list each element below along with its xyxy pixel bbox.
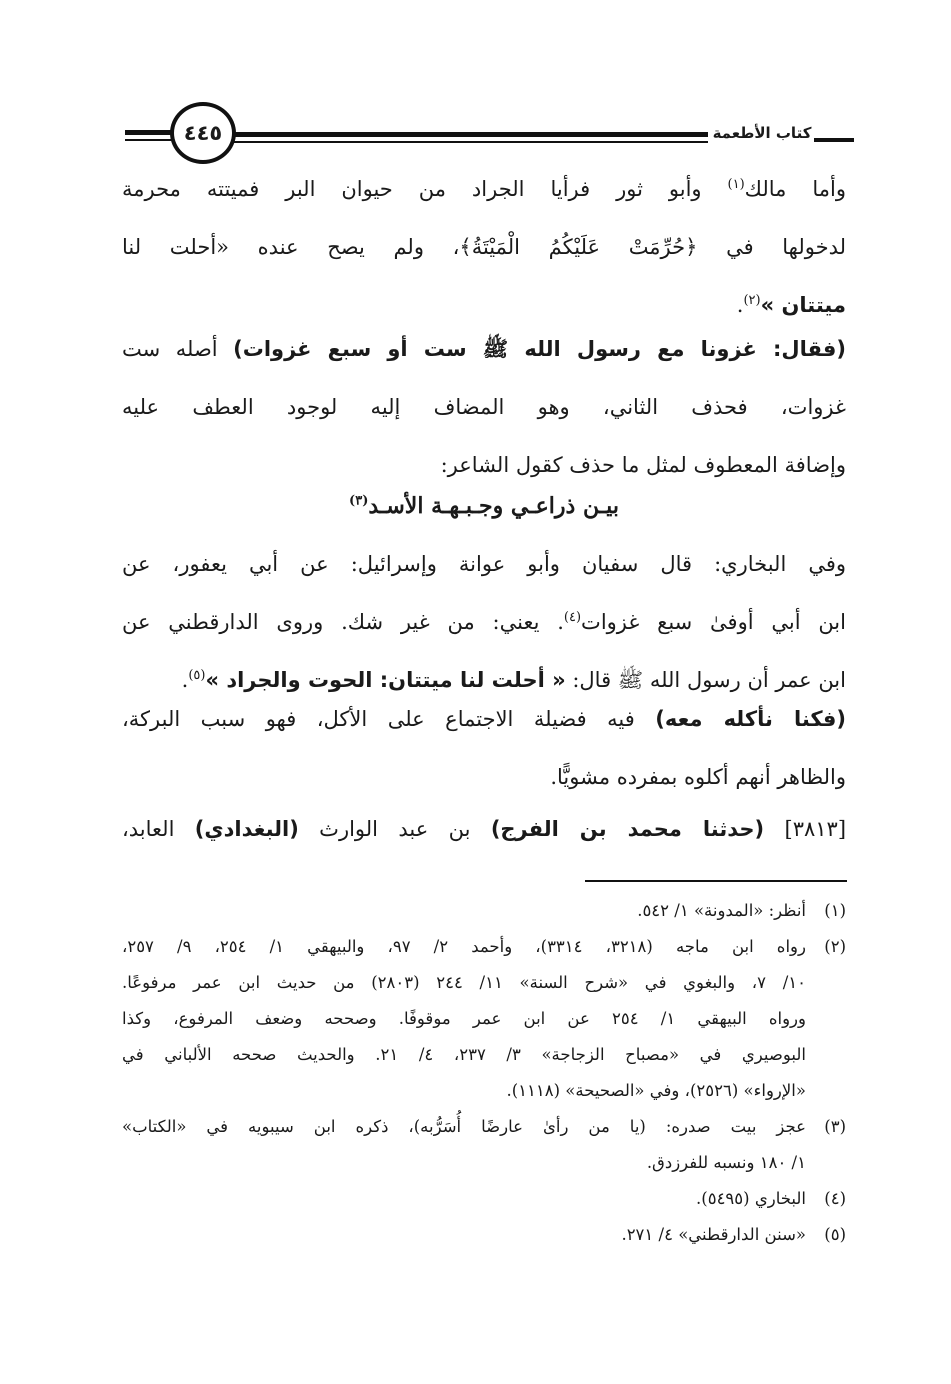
- text-line: وفي البخاري: قال سفيان وأبو عوانة وإسرائيل: عن أبي يعفور، عن: [122, 552, 846, 576]
- text-line: (فكنا نأكله معه) فيه فضيلة الاجتماع على الأكل، فهو سبب البركة،: [122, 707, 846, 731]
- footnote-number: (٢): [824, 937, 846, 956]
- paragraph-4: [122, 690, 846, 806]
- footnote-line: أنظر: «المدونة» ١/ ٥٤٢.: [637, 901, 806, 920]
- footnote-line: «سنن الدارقطني» ٤/ ٢٧١.: [621, 1225, 806, 1244]
- footnote-line: ١٠/ ٧، والبغوي في «شرح السنة» ١١/ ٢٤٤ (٢٨٠٣) من حديث ابن عمر مرفوعًا.: [122, 973, 806, 992]
- footnote-line: ١/ ١٨٠ ونسبه للفرزدق.: [646, 1153, 806, 1172]
- footnote-number: (١): [824, 901, 846, 920]
- footnote-line: البوصيري في «مصباح الزجاجة» ٣/ ٢٣٧، ٤/ ٢١. والحديث صححه الألباني في: [122, 1045, 806, 1064]
- text-line: غزوات، فحذف الثاني، وهو المضاف إليه لوجود العطف عليه: [122, 395, 846, 419]
- text-line: ميتتان »$^{(٢)}$.: [736, 293, 846, 317]
- paragraph-1: [122, 160, 846, 334]
- footnote-4: [122, 1181, 846, 1217]
- text-line: لدخولها في ﴿حُرِّمَتْ عَلَيْكُمُ الْمَيْتَةُ﴾، ولم يصح عنده «أحلت لنا: [122, 235, 846, 259]
- footnote-1: [122, 893, 846, 929]
- footnote-ref[interactable]: (٥): [188, 668, 206, 683]
- header-rule-left-thin: [125, 139, 177, 141]
- header-rule-right: [814, 138, 854, 142]
- header-rule-middle-thin: [232, 141, 708, 143]
- page-number: ٤٤٥: [170, 102, 236, 164]
- text-line: (فقال: غزونا مع رسول الله ﷺ ست أو سبع غزوات) أصله ست: [122, 337, 847, 361]
- paragraph-2: [122, 320, 846, 494]
- text-line: وأما مالك$^{(١)}$ وأبو ثور فرأيا الجراد من حيوان البر فميتته محرمة: [122, 177, 846, 201]
- footnote-ref[interactable]: (٤): [563, 610, 582, 625]
- footnote-5: [122, 1217, 846, 1253]
- footnote-number: (٣): [824, 1117, 846, 1136]
- footnote-line: ورواه البيهقي ١/ ٢٥٤ عن ابن عمر موقوفًا. وصححه وضعف المرفوع، وكذا: [122, 1009, 806, 1028]
- running-title: كتاب الأطعمة: [712, 124, 812, 142]
- poetry-verse: بيـن ذراعـي وجـبـهـة الأسـد$^{(٣)}$: [349, 493, 619, 519]
- footnote-line: البخاري (٥٤٩٥).: [696, 1189, 806, 1208]
- footnote-ref[interactable]: (٣): [349, 493, 369, 509]
- footnote-line: رواه ابن ماجه (٣٢١٨، ٣٣١٤)، وأحمد ٢/ ٩٧، والبيهقي ١/ ٢٥٤، ٩/ ٢٥٧،: [122, 937, 806, 956]
- footnote-separator: [585, 880, 847, 882]
- footnote-2: [122, 929, 846, 1109]
- text-line: [٣٨١٣] (حدثنا محمد بن الفرج) بن عبد الوارث (البغدادي) العابد،: [122, 817, 847, 841]
- text-line: ابن أبي أوفىٰ سبع غزوات$^{(٤)}$. يعني: من غير شك. وروى الدارقطني عن: [122, 610, 846, 634]
- text-line: وإضافة المعطوف لمثل ما حذف كقول الشاعر:: [440, 453, 846, 477]
- paragraph-5: [122, 800, 846, 858]
- footnote-ref[interactable]: (١): [727, 177, 745, 192]
- paragraph-3: [122, 535, 846, 709]
- footnote-number: (٥): [824, 1225, 846, 1244]
- header-rule-middle: [232, 132, 708, 137]
- footnote-3: [122, 1109, 846, 1181]
- footnotes: [122, 893, 846, 1253]
- text-line: ابن عمر أن رسول الله ﷺ قال: « أحلت لنا ميتتان: الحوت والجراد »$^{(٥)}$.: [181, 668, 846, 692]
- footnote-line: عجز بيت صدره: (يا من رأىٰ عارضًا أُسَرُّبه)، ذكره ابن سيبويه في «الكتاب»: [122, 1117, 806, 1136]
- text-line: والظاهر أنهم أكلوه بمفرده مشويًّا.: [550, 765, 846, 789]
- footnote-number: (٤): [824, 1189, 846, 1208]
- footnote-line: «الإرواء» (٢٥٢٦)، وفي «الصحيحة» (١١١٨).: [506, 1081, 806, 1100]
- footnote-ref[interactable]: (٢): [743, 293, 761, 308]
